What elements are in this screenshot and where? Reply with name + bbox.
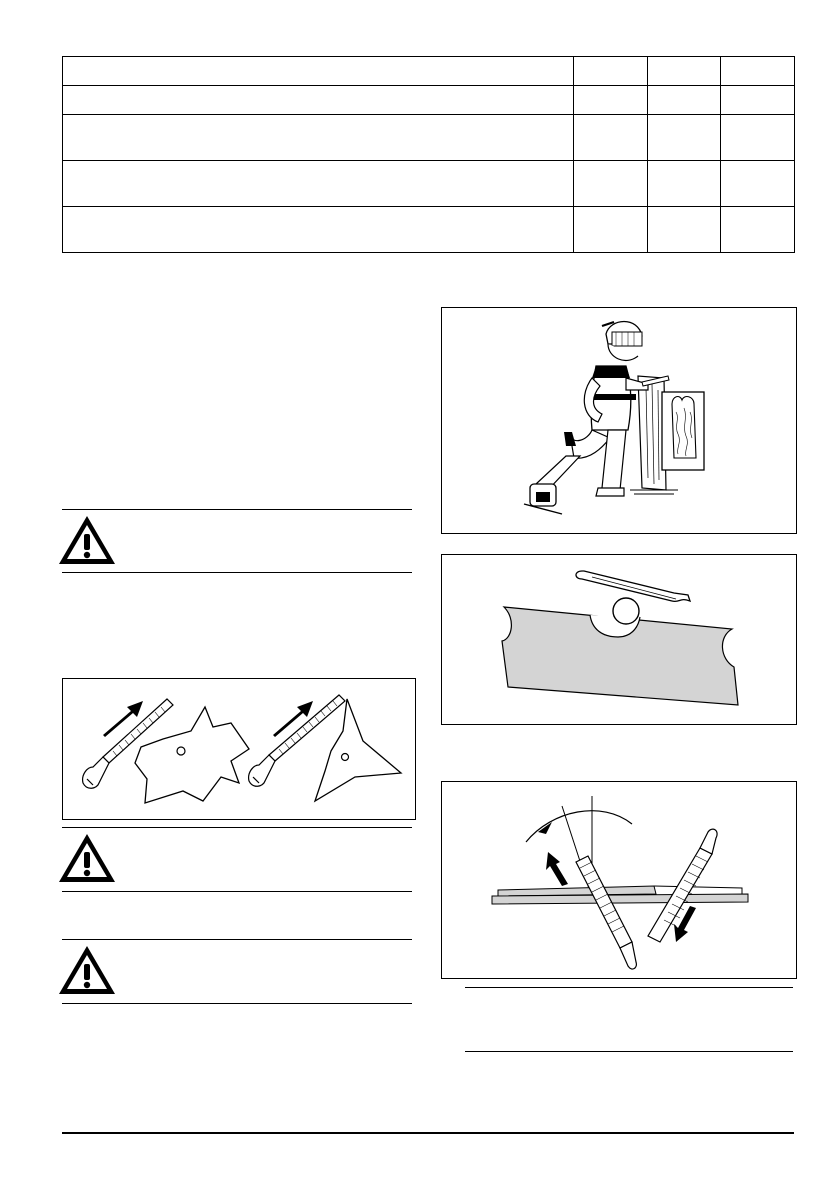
table-cell (648, 57, 721, 86)
figure-sharpening-blades (62, 678, 416, 820)
table-cell (648, 115, 721, 161)
figure-blade-tooth-filing (441, 554, 797, 725)
table-cell (63, 57, 574, 86)
table-cell (574, 161, 648, 207)
table-cell (574, 115, 648, 161)
table-cell (721, 161, 795, 207)
table-cell (63, 207, 574, 253)
table-cell (721, 207, 795, 253)
table-cell (63, 161, 574, 207)
warning-triangle-icon (56, 513, 118, 567)
table-cell (648, 86, 721, 115)
table-cell (63, 86, 574, 115)
table-cell (574, 86, 648, 115)
table-row (63, 161, 795, 207)
table-cell (721, 86, 795, 115)
figure-operator-filing-blade (441, 307, 797, 534)
table-cell (648, 207, 721, 253)
warning-triangle-icon (56, 831, 118, 885)
table-row (63, 115, 795, 161)
warning-divider-top (62, 509, 412, 510)
table-cell (721, 115, 795, 161)
table-cell (721, 57, 795, 86)
footer-rule (62, 1132, 794, 1134)
table-row (63, 207, 795, 253)
table-row (63, 86, 795, 115)
maintenance-schedule-table (62, 56, 795, 253)
warning-triangle-icon (56, 943, 118, 997)
warning-divider-top (62, 939, 412, 940)
table-row (63, 57, 795, 86)
warning-divider-top (62, 827, 412, 828)
table-cell (574, 57, 648, 86)
table-cell (63, 115, 574, 161)
warning-divider-bottom (62, 891, 412, 892)
figure-filing-angle (441, 781, 797, 979)
note-divider-top (465, 987, 793, 988)
table-cell (574, 207, 648, 253)
warning-divider-bottom (62, 1003, 412, 1004)
note-divider-bottom (465, 1051, 793, 1052)
warning-divider-bottom (62, 572, 412, 573)
table-cell (648, 161, 721, 207)
